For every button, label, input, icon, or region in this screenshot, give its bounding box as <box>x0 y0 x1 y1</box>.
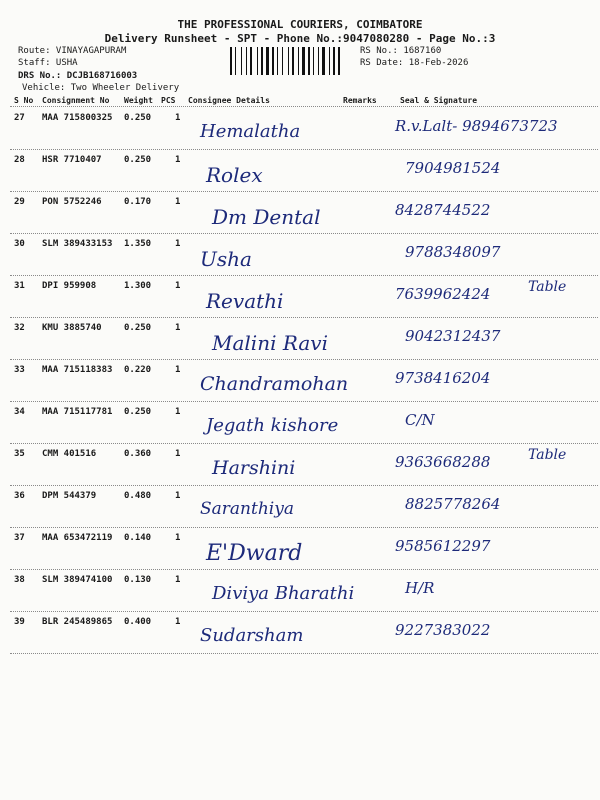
pieces-count: 1 <box>175 491 181 501</box>
serial-number: 38 <box>14 575 25 585</box>
pieces-count: 1 <box>175 575 181 585</box>
serial-number: 29 <box>14 197 25 207</box>
barcode-bar <box>292 47 294 75</box>
company-title: THE PROFESSIONAL COURIERS, COIMBATORE <box>177 18 423 31</box>
weight-value: 0.170 <box>124 197 152 207</box>
consignment-number: MAA 653472119 <box>42 533 113 543</box>
signature-value: 7904981524 <box>405 159 501 177</box>
runsheet-subtitle: Delivery Runsheet - SPT - Phone No.:9047080280 - Page No.:3 <box>104 32 496 45</box>
table-row <box>10 359 598 402</box>
signature-value: 9738416204 <box>395 369 491 387</box>
barcode-bar <box>235 47 236 75</box>
consignee-name: E'Dward <box>206 541 303 566</box>
pieces-count: 1 <box>175 197 181 207</box>
barcode-bar <box>237 47 240 75</box>
barcode-bar <box>333 47 335 75</box>
route-label: Route: VINAYAGAPURAM <box>18 46 127 56</box>
pieces-count: 1 <box>175 617 181 627</box>
serial-number: 28 <box>14 155 25 165</box>
serial-number: 39 <box>14 617 25 627</box>
consignee-name: Jegath kishore <box>206 415 339 436</box>
signature-value: 9227383022 <box>395 621 491 639</box>
signature-value: 7639962424 <box>395 285 491 303</box>
table-row <box>10 527 598 570</box>
barcode-bar <box>277 47 278 75</box>
consignee-name: Usha <box>200 247 252 271</box>
consignee-name: Dm Dental <box>212 205 321 229</box>
weight-value: 0.130 <box>124 575 152 585</box>
consignment-number: MAA 715800325 <box>42 113 113 123</box>
table-row <box>10 275 598 318</box>
pieces-count: 1 <box>175 449 181 459</box>
consignment-number: SLM 389474100 <box>42 575 113 585</box>
serial-number: 34 <box>14 407 25 417</box>
signature-value: C/N <box>405 411 435 429</box>
barcode-bar <box>270 47 271 75</box>
weight-value: 0.250 <box>124 323 152 333</box>
barcode-bar <box>338 47 340 75</box>
barcode-bar <box>298 47 299 75</box>
pieces-count: 1 <box>175 365 181 375</box>
consignee-name: Diviya Bharathi <box>212 583 355 604</box>
table-row <box>10 233 598 276</box>
barcode-bar <box>257 47 258 75</box>
col-remarks: Remarks <box>343 96 377 105</box>
barcode-bar <box>306 47 307 75</box>
signature-value: 8428744522 <box>395 201 491 219</box>
barcode-bar <box>264 47 265 75</box>
barcode-bar <box>311 47 312 75</box>
barcode-bar <box>266 47 269 75</box>
signature-value: R.v.Lalt- 9894673723 <box>395 117 558 135</box>
barcode-bar <box>329 47 330 75</box>
col-consignee: Consignee Details <box>188 96 270 105</box>
rs-date: RS Date: 18-Feb-2026 <box>360 58 469 68</box>
table-row <box>10 317 598 360</box>
table-row <box>10 107 598 150</box>
consignee-name: Chandramohan <box>200 373 349 395</box>
consignment-number: KMU 3885740 <box>42 323 102 333</box>
consignment-number: PON 5752246 <box>42 197 102 207</box>
barcode-bar <box>331 47 332 75</box>
weight-value: 1.300 <box>124 281 152 291</box>
consignment-number: MAA 715117781 <box>42 407 113 417</box>
col-pcs: PCS <box>161 96 176 105</box>
serial-number: 36 <box>14 491 25 501</box>
signature-value: 8825778264 <box>405 495 501 513</box>
barcode-bar <box>315 47 317 75</box>
barcode-bar <box>308 47 310 75</box>
barcode-bar <box>233 47 234 75</box>
col-sno: S No <box>14 96 34 105</box>
signature-value: 9585612297 <box>395 537 491 555</box>
barcode-bar <box>313 47 314 75</box>
barcode-bar <box>288 47 289 75</box>
serial-number: 27 <box>14 113 25 123</box>
barcode-bar <box>302 47 305 75</box>
barcode-bar <box>290 47 291 75</box>
barcode-bar <box>279 47 281 75</box>
barcode-bar <box>253 47 256 75</box>
drs-number: DRS No.: DCJB168716003 <box>18 71 138 81</box>
pieces-count: 1 <box>175 323 181 333</box>
consignment-number: SLM 389433153 <box>42 239 113 249</box>
signature-value: H/R <box>405 579 435 597</box>
serial-number: 35 <box>14 449 25 459</box>
pieces-count: 1 <box>175 113 181 123</box>
barcode-bar <box>322 47 325 75</box>
weight-value: 0.220 <box>124 365 152 375</box>
table-row <box>10 485 598 528</box>
consignee-name: Rolex <box>206 163 263 187</box>
barcode-bar <box>284 47 287 75</box>
barcode-bar <box>318 47 319 75</box>
barcode-bar <box>275 47 276 75</box>
table-row <box>10 149 598 192</box>
barcode-bar <box>295 47 297 75</box>
consignee-name: Sudarsham <box>200 625 304 646</box>
consignment-number: MAA 715118383 <box>42 365 113 375</box>
table-row <box>10 443 598 486</box>
pieces-count: 1 <box>175 239 181 249</box>
serial-number: 32 <box>14 323 25 333</box>
weight-value: 0.250 <box>124 407 152 417</box>
col-signature: Seal & Signature <box>400 96 478 105</box>
weight-value: 0.250 <box>124 155 152 165</box>
remarks-note: Table <box>528 447 567 463</box>
weight-value: 1.350 <box>124 239 152 249</box>
consignee-name: Saranthiya <box>200 499 294 519</box>
table-row <box>10 611 598 654</box>
barcode-bar <box>248 47 249 75</box>
pieces-count: 1 <box>175 407 181 417</box>
weight-value: 0.400 <box>124 617 152 627</box>
barcode-bar <box>246 47 247 75</box>
barcode-bar <box>241 47 242 75</box>
barcode-bar <box>300 47 301 75</box>
serial-number: 37 <box>14 533 25 543</box>
signature-value: 9363668288 <box>395 453 491 471</box>
consignee-name: Malini Ravi <box>212 331 328 355</box>
remarks-note: Table <box>528 279 567 295</box>
staff-label: Staff: USHA <box>18 58 78 68</box>
barcode <box>230 47 352 75</box>
serial-number: 31 <box>14 281 25 291</box>
barcode-bar <box>259 47 260 75</box>
col-weight: Weight <box>124 96 153 105</box>
signature-value: 9788348097 <box>405 243 501 261</box>
consignee-name: Revathi <box>206 289 284 313</box>
serial-number: 30 <box>14 239 25 249</box>
consignment-number: HSR 7710407 <box>42 155 102 165</box>
weight-value: 0.480 <box>124 491 152 501</box>
table-row <box>10 191 598 234</box>
barcode-bar <box>282 47 283 75</box>
consignment-number: CMM 401516 <box>42 449 97 459</box>
consignment-number: BLR 245489865 <box>42 617 113 627</box>
table-row <box>10 401 598 444</box>
vehicle-label: Vehicle: Two Wheeler Delivery <box>22 83 180 93</box>
consignee-name: Harshini <box>212 457 296 479</box>
consignment-number: DPI 959908 <box>42 281 97 291</box>
weight-value: 0.250 <box>124 113 152 123</box>
barcode-bar <box>336 47 337 75</box>
pieces-count: 1 <box>175 533 181 543</box>
consignment-number: DPM 544379 <box>42 491 97 501</box>
barcode-bar <box>230 47 232 75</box>
barcode-bar <box>272 47 274 75</box>
pieces-count: 1 <box>175 281 181 291</box>
barcode-bar <box>320 47 321 75</box>
col-consignment: Consignment No <box>42 96 110 105</box>
pieces-count: 1 <box>175 155 181 165</box>
barcode-bar <box>326 47 328 75</box>
weight-value: 0.360 <box>124 449 152 459</box>
table-row <box>10 569 598 612</box>
barcode-bar <box>261 47 263 75</box>
rs-number: RS No.: 1687160 <box>360 46 442 56</box>
consignee-name: Hemalatha <box>200 121 301 142</box>
weight-value: 0.140 <box>124 533 152 543</box>
serial-number: 33 <box>14 365 25 375</box>
signature-value: 9042312437 <box>405 327 501 345</box>
barcode-bar <box>250 47 252 75</box>
barcode-bar <box>243 47 245 75</box>
